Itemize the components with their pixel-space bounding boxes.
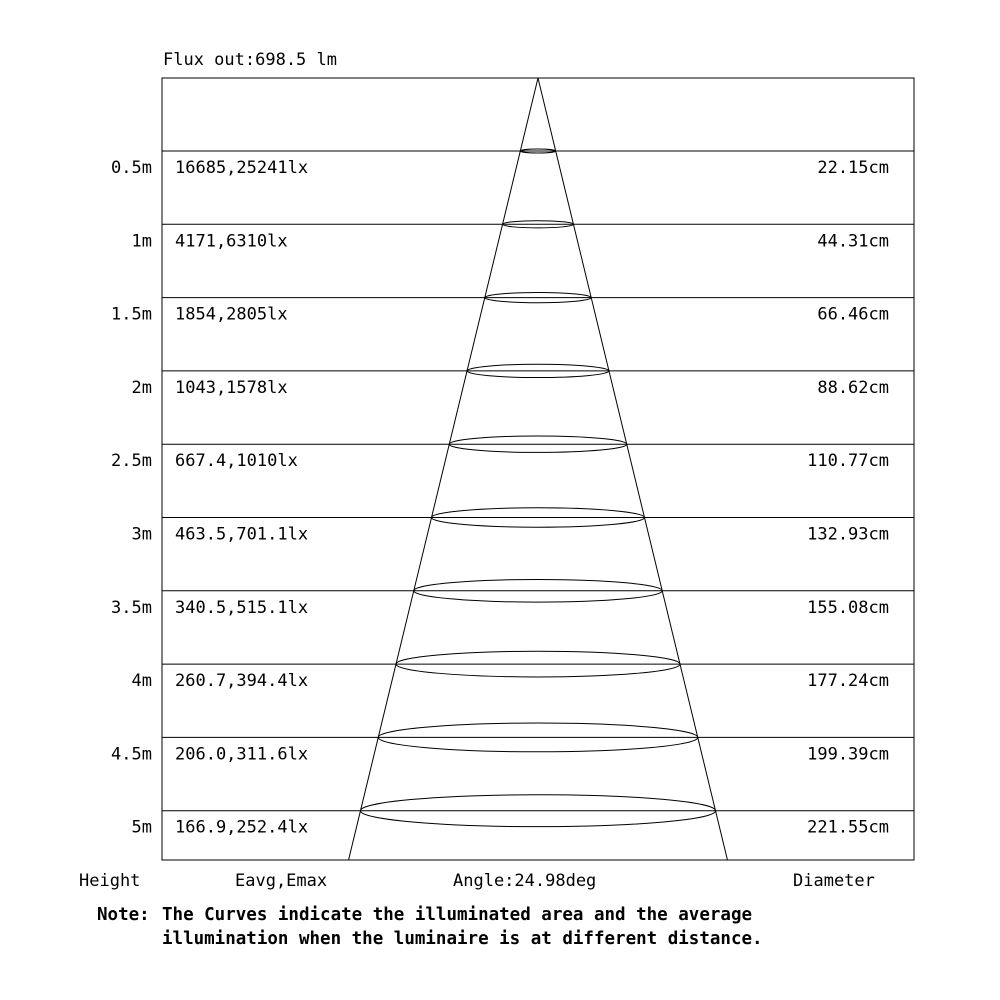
row-height-label: 3.5m (111, 597, 152, 618)
row-illuminance-label: 206.0,311.6lx (175, 744, 309, 765)
row-illuminance-label: 1854,2805lx (175, 304, 288, 325)
row-illuminance-label: 340.5,515.1lx (175, 597, 309, 618)
row-diameter-label: 110.77cm (807, 451, 889, 472)
row-illuminance-label: 4171,6310lx (175, 231, 288, 252)
row-illuminance-label: 260.7,394.4lx (175, 671, 309, 692)
row-diameter-label: 88.62cm (817, 377, 889, 398)
row-height-label: 2.5m (111, 451, 152, 472)
row-illuminance-label: 16685,25241lx (175, 158, 309, 178)
note-line-1: The Curves indicate the illuminated area and the average (162, 905, 753, 925)
row-illuminance-label: 1043,1578lx (175, 377, 288, 398)
row-illuminance-label: 667.4,1010lx (175, 451, 298, 472)
beam-cone-right-edge (538, 78, 727, 860)
footer-diameter-label: Diameter (793, 871, 875, 891)
note-line-2: illumination when the luminaire is at different distance. (162, 929, 763, 949)
row-diameter-label: 221.55cm (807, 817, 889, 838)
row-height-label: 4.5m (111, 744, 152, 765)
row-diameter-label: 199.39cm (807, 744, 889, 765)
row-labels (111, 158, 889, 838)
row-diameter-label: 177.24cm (807, 671, 889, 692)
row-height-label: 3m (131, 524, 152, 545)
flux-label: Flux out:698.5 lm (163, 50, 337, 70)
row-illuminance-label: 166.9,252.4lx (175, 817, 309, 838)
row-height-label: 1m (131, 231, 152, 252)
row-height-label: 4m (131, 671, 152, 692)
illumination-ellipses (360, 149, 715, 827)
row-diameter-label: 44.31cm (817, 231, 889, 252)
row-height-label: 2m (131, 377, 152, 398)
beam-cone-left-edge (349, 78, 538, 860)
note-prefix: Note: (97, 905, 150, 925)
row-height-label: 5m (131, 817, 152, 838)
footer-height-label: Height (79, 871, 141, 891)
row-height-label: 0.5m (111, 158, 152, 178)
footer-angle-label: Angle:24.98deg (453, 871, 597, 891)
row-diameter-label: 155.08cm (807, 597, 889, 618)
row-height-label: 1.5m (111, 304, 152, 325)
row-diameter-label: 66.46cm (817, 304, 889, 325)
row-illuminance-label: 463.5,701.1lx (175, 524, 309, 545)
row-diameter-label: 22.15cm (817, 158, 889, 178)
row-diameter-label: 132.93cm (807, 524, 889, 545)
footer-eavg-emax-label: Eavg,Emax (235, 871, 328, 891)
